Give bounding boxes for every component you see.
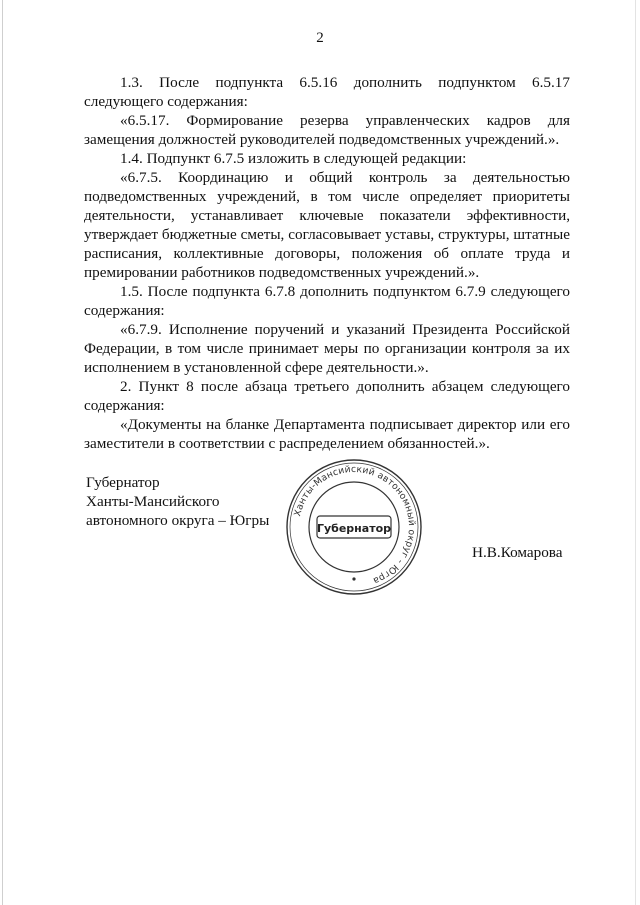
paragraph-1-4: 1.4. Подпункт 6.7.5 изложить в следующей редакции: bbox=[120, 150, 467, 167]
seal-ring-text: Ханты-Мансийский автономный округ - Югра bbox=[292, 463, 418, 587]
scan-edge-right bbox=[635, 0, 636, 905]
paragraph-1-3: 1.3. После подпункта 6.5.16 дополнить подпунктом 6.5.17 следующего содержания: bbox=[84, 74, 570, 110]
signatory-title-line: автономного округа – Югры bbox=[86, 512, 270, 529]
signatory-name: Н.В.Комарова bbox=[472, 544, 563, 561]
paragraph-6-5-17: «6.5.17. Формирование резерва управленческих кадров для замещения должностей руководителей подведомственных учреждений.». bbox=[84, 112, 570, 148]
paragraph-documents-signing: «Документы на бланке Департамента подписывает директор или его заместители в соответствии с распределением обязанностей.». bbox=[84, 416, 570, 452]
paragraph-6-7-5: «6.7.5. Координацию и общий контроль за деятельностью подведомственных учреждений, в том числе определяет приоритеты деятельности, устанавливает ключевые показатели эффективности, утверждает бюджетные сметы, согласовывает уставы, структуры, штатные расписания, коллективные договоры, положения об оплате труда и премировании работников подведомственных учреждений.». bbox=[84, 169, 570, 281]
signatory-title-line: Губернатор bbox=[86, 474, 160, 491]
signatory-title-line: Ханты-Мансийского bbox=[86, 493, 220, 510]
scan-edge-left bbox=[2, 0, 3, 905]
paragraph-6-7-9: «6.7.9. Исполнение поручений и указаний Президента Российской Федерации, в том числе принимает меры по организации контроля за их исполнением в установленной сфере деятельности.». bbox=[84, 321, 570, 376]
seal-center-text: Губернатор bbox=[316, 522, 392, 535]
official-seal-stamp bbox=[284, 457, 424, 597]
paragraph-1-5: 1.5. После подпункта 6.7.8 дополнить подпунктом 6.7.9 следующего содержания: bbox=[84, 283, 570, 319]
page-number: 2 bbox=[316, 30, 324, 46]
paragraph-2: 2. Пункт 8 после абзаца третьего дополнить абзацем следующего содержания: bbox=[84, 378, 570, 414]
signatory-title bbox=[86, 473, 269, 530]
